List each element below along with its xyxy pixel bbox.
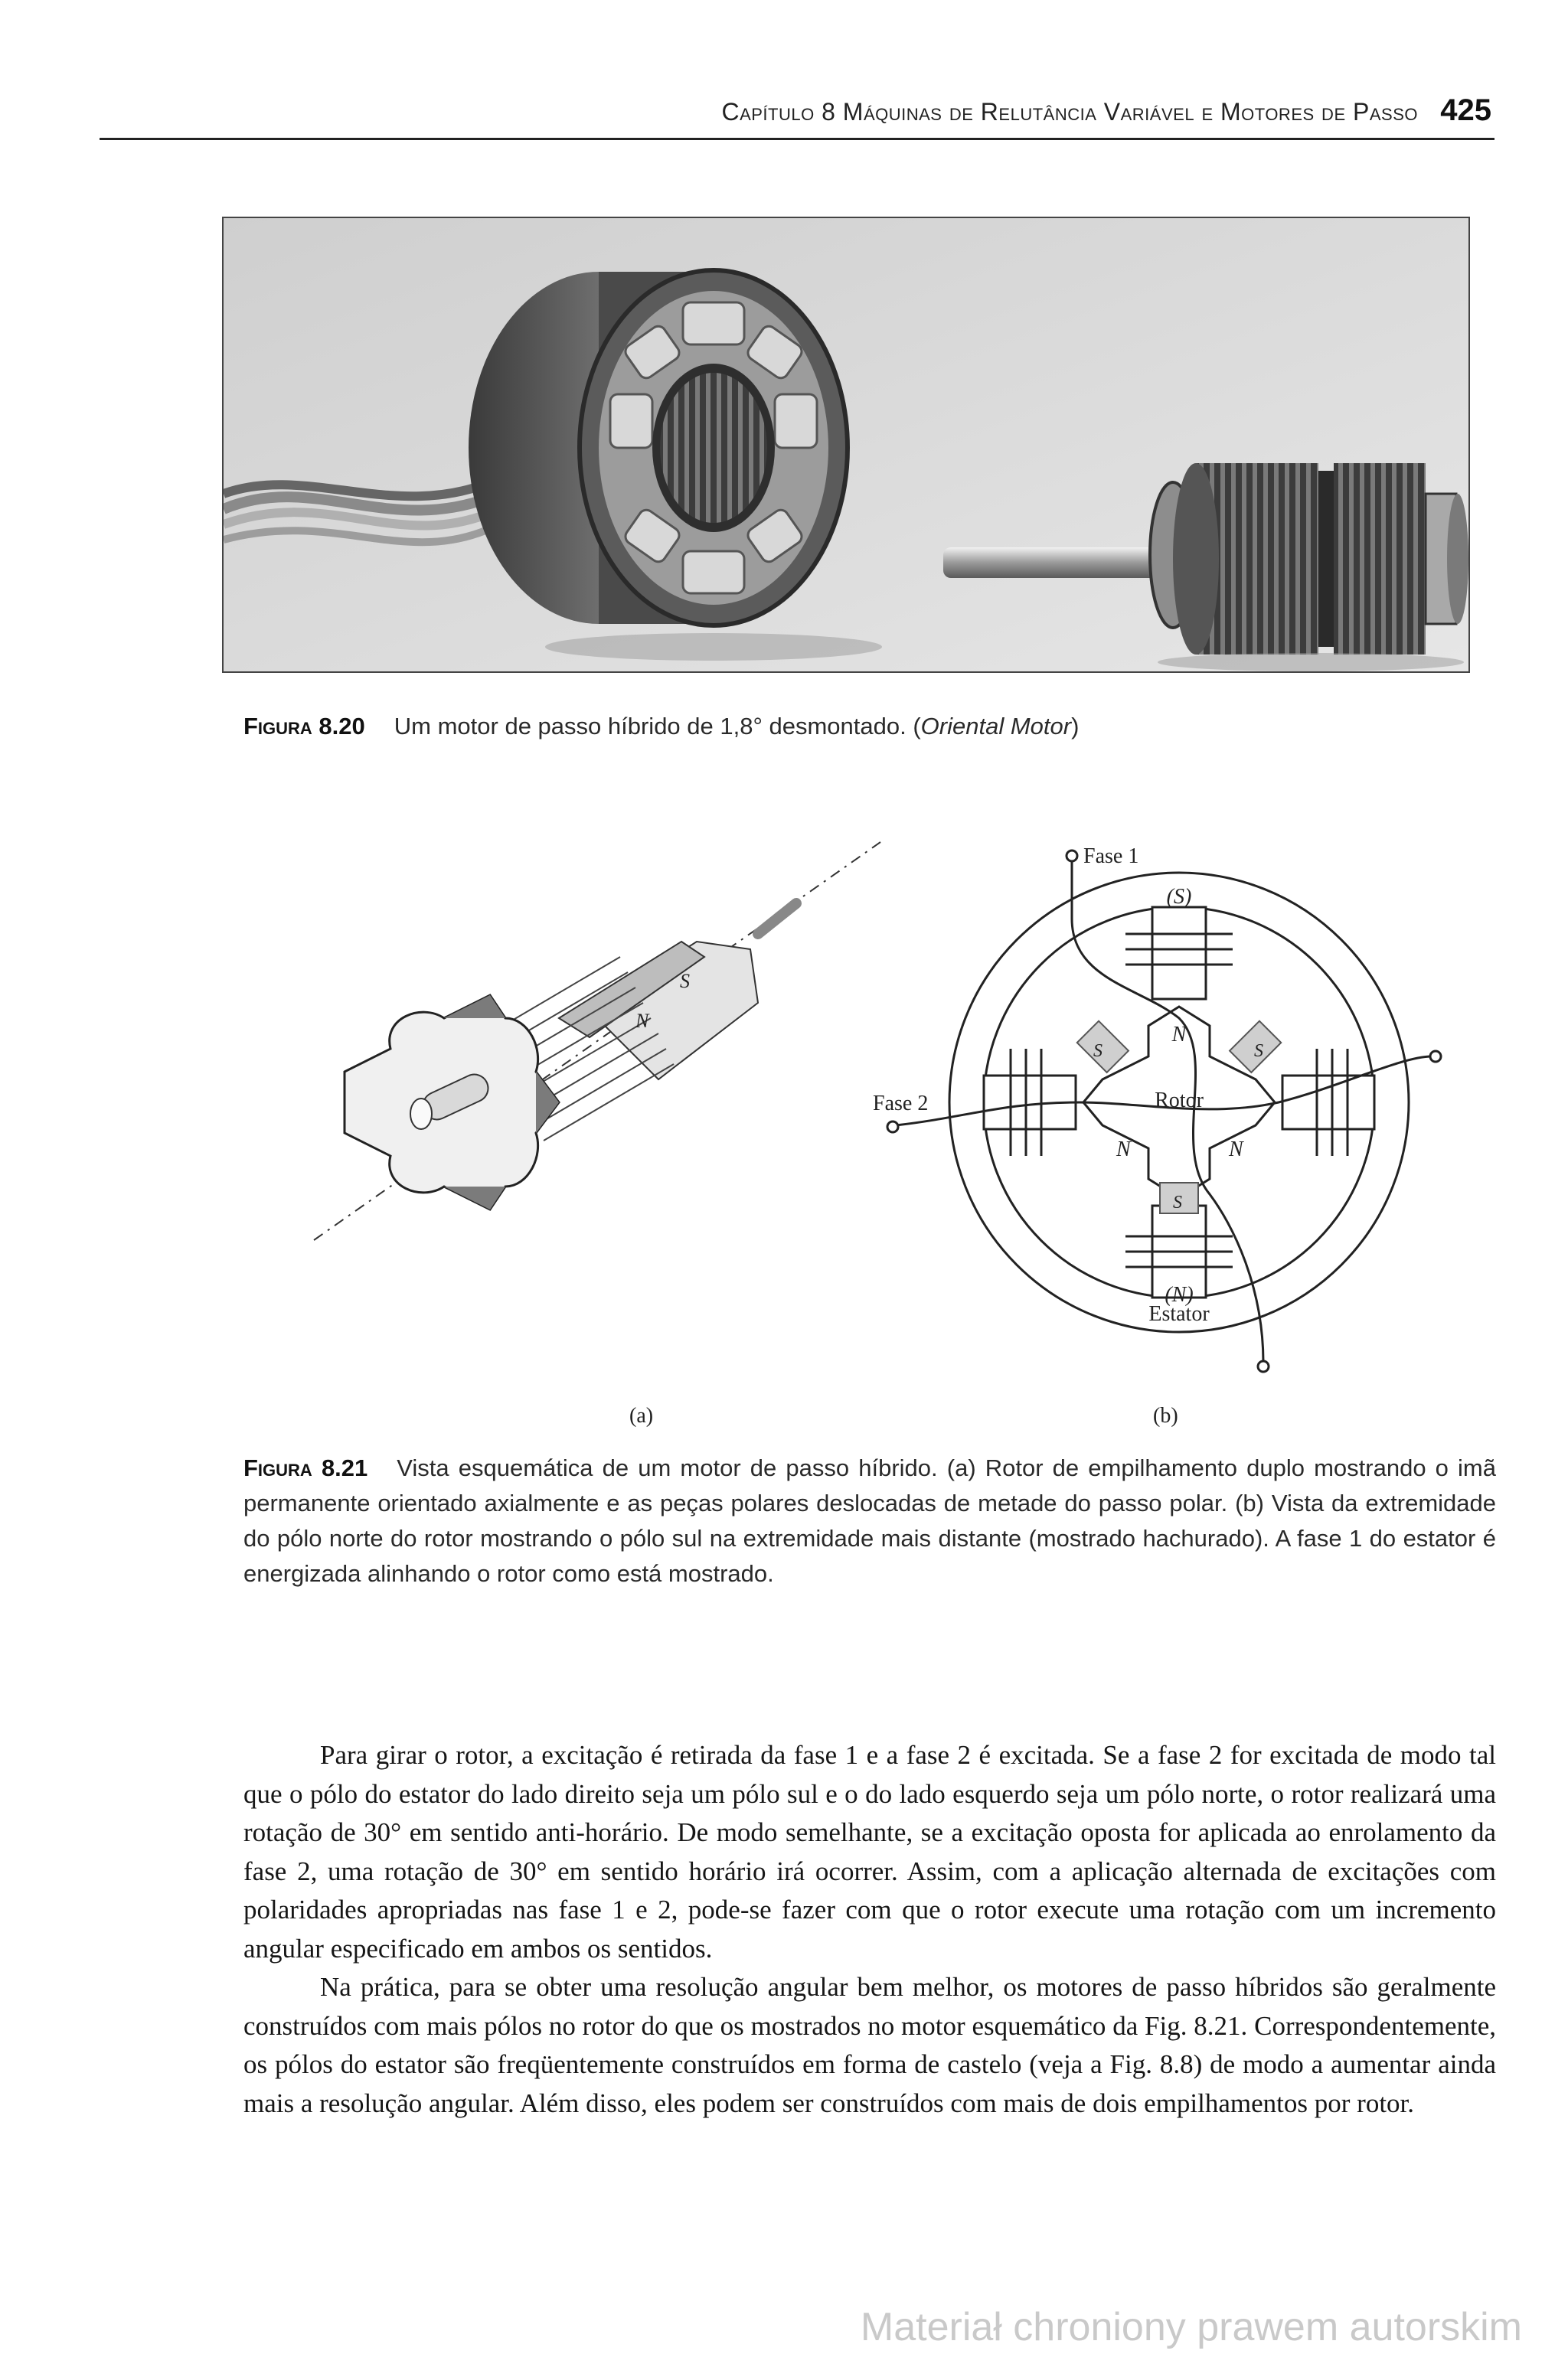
- rotor-label: Rotor: [1155, 1089, 1204, 1112]
- hatched-s-bottom: S: [1173, 1193, 1182, 1213]
- rotor-schematic: [299, 827, 896, 1255]
- running-header: [100, 90, 1494, 140]
- figure-label: Figura 8.21: [243, 1454, 368, 1481]
- figure-8-21-caption: [243, 1451, 1496, 1592]
- rotor-left-pole: N: [1116, 1138, 1131, 1161]
- stator-label: Estator: [1148, 1302, 1210, 1326]
- rotor-pole-s: S: [680, 970, 690, 992]
- figure-8-20-caption: [243, 709, 1468, 744]
- rotor-right-pole: N: [1229, 1138, 1243, 1161]
- hatched-s-right: S: [1254, 1041, 1263, 1061]
- motor-photo: [222, 217, 1470, 673]
- hatched-s-left: S: [1093, 1041, 1102, 1061]
- sub-label-b: (b): [1153, 1404, 1178, 1428]
- rotor-pole-n: N: [635, 1010, 649, 1032]
- page-number: 425: [1440, 93, 1491, 127]
- end-view-diagram: [850, 827, 1478, 1409]
- paragraph-1: Para girar o rotor, a excitação é retirada da fase 1 e a fase 2 é excitada. Se a fase 2 for excitada de modo tal que o pólo do estator do lado direito seja um pólo sul e o do lado esquerdo seja um pólo norte, o rotor realizará uma rotação de 30° em sentido anti-horário. De modo semelhante, se a excitação oposta for aplicada ao enrolamento da fase 2, uma rotação de 30° em sentido horário irá ocorrer. Assim, com a aplicação alternada de excitações com polaridades apropriadas nas fase 1 e 2, pode-se fazer com que o rotor execute uma rotação com um incremento angular especificado em ambos os sentidos.: [243, 1740, 1496, 1964]
- caption-end: ): [1071, 713, 1080, 739]
- bottom-pole-label: (N): [1165, 1283, 1194, 1307]
- phase-1-label: Fase 1: [1083, 844, 1139, 868]
- body-text: [243, 1736, 1496, 2123]
- rotor-top-pole: N: [1171, 1023, 1187, 1046]
- phase-2-label: Fase 2: [873, 1092, 929, 1115]
- paragraph-2: Na prática, para se obter uma resolução angular bem melhor, os motores de passo híbridos são geralmente construídos com mais pólos no rotor do que os mostrados no motor esquemático da Fig. 8.21. Correspondentemente, os pólos do estator são freqüentemente construídos em forma de castelo (veja a Fig. 8.8) de modo a aumentar ainda mais a resolução angular. Além disso, eles podem ser construídos com mais de dois empilhamentos por rotor.: [243, 1972, 1496, 2118]
- figure-label: Figura 8.20: [243, 713, 365, 739]
- sub-label-a: (a): [629, 1404, 654, 1428]
- caption-text: Vista esquemática de um motor de passo híbrido. (a) Rotor de empilhamento duplo mostrando o imã permanente orientado axialmente e as peças polares deslocadas de metade do passo polar. (b) Vista da extremidade do pólo norte do rotor mostrando o pólo sul na extremidade mais distante (mostrado hachurado). A fase 1 do estator é energizada alinhando o rotor como está mostrado.: [243, 1454, 1496, 1587]
- copyright-watermark: Materiał chroniony prawem autorskim: [860, 2305, 1522, 2349]
- chapter-title: Capítulo 8 Máquinas de Relutância Variável e Motores de Passo: [721, 98, 1418, 126]
- top-pole-label: (S): [1166, 885, 1192, 909]
- caption-credit: Oriental Motor: [920, 713, 1072, 739]
- disassembled-motor-image: [224, 218, 1468, 671]
- caption-text: Um motor de passo híbrido de 1,8° desmontado. (: [394, 713, 921, 739]
